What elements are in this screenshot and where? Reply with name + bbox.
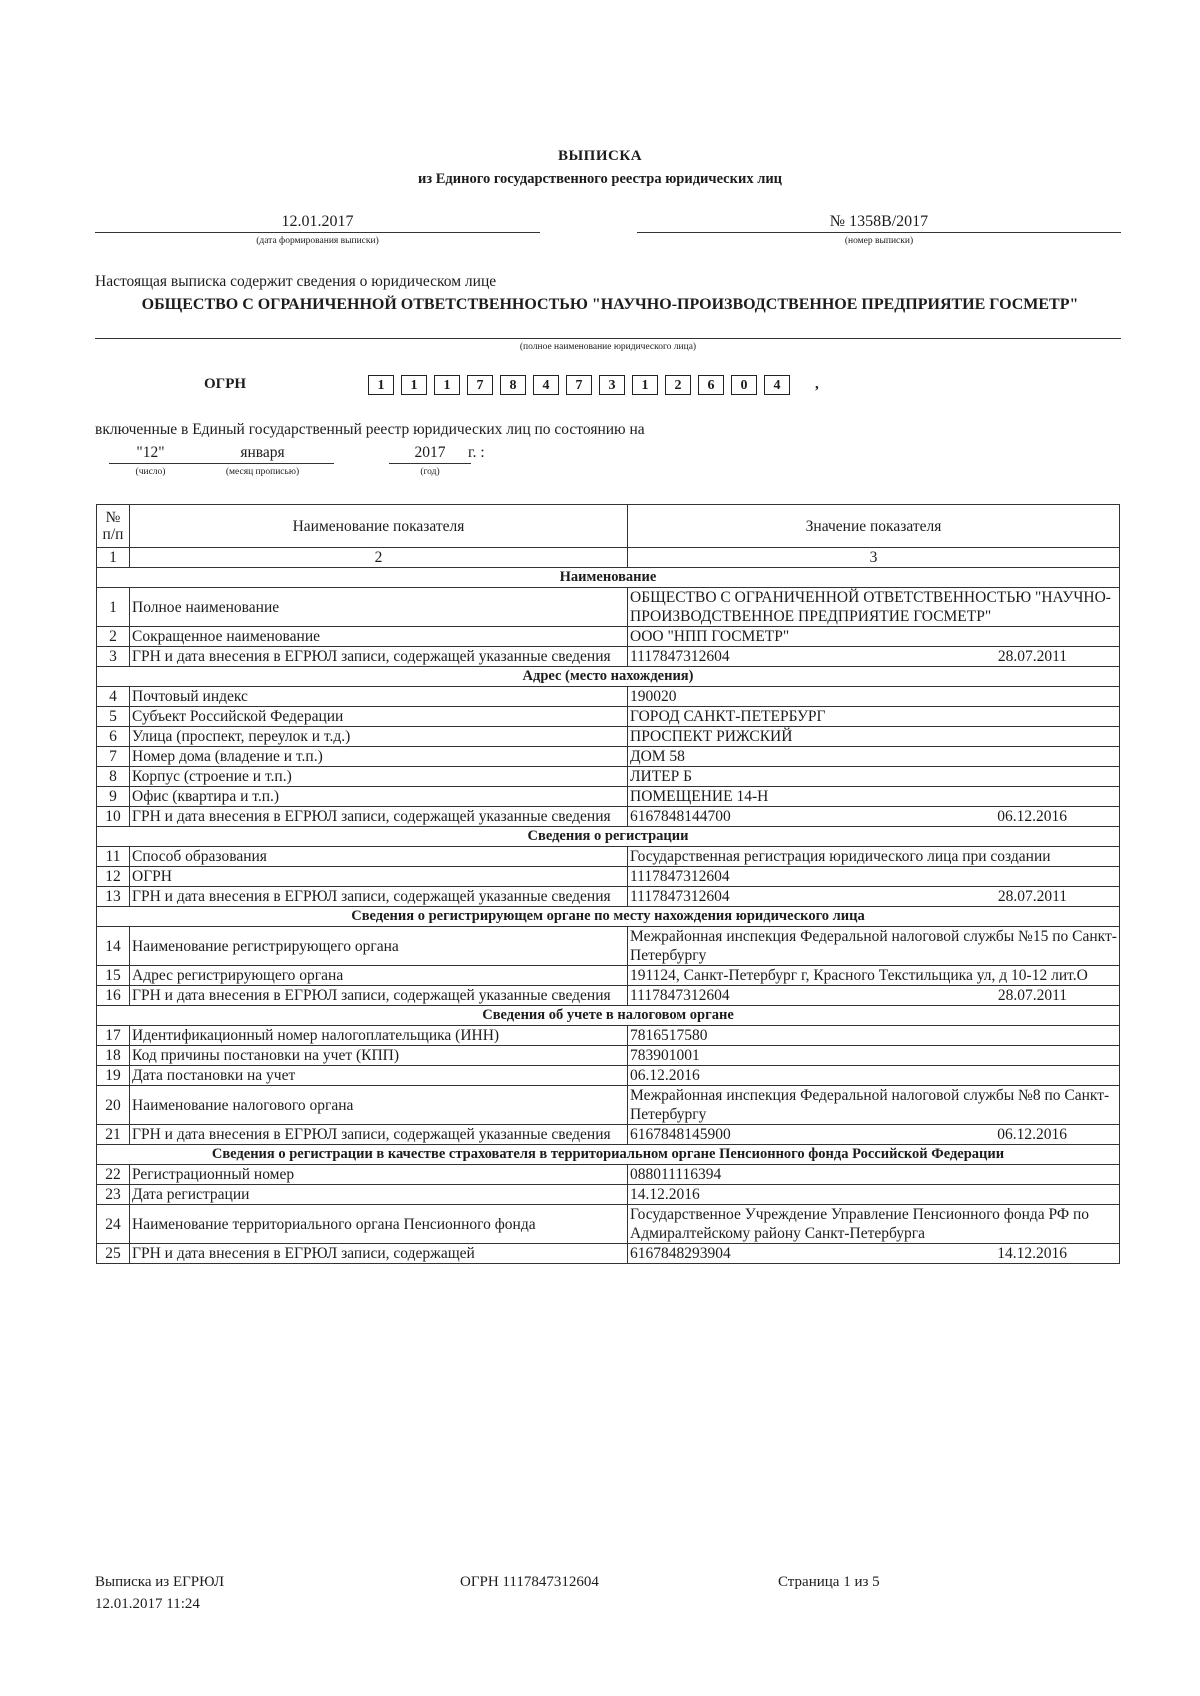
row-indicator-name: Офис (квартира и т.п.) — [130, 787, 628, 807]
row-indicator-name: Способ образования — [130, 847, 628, 867]
col-index-2: 2 — [130, 548, 628, 568]
entity-intro: Настоящая выписка содержит сведения о юридическом лице — [95, 273, 497, 290]
table-row — [97, 887, 1120, 907]
entity-name-caption: (полное наименование юридического лица) — [519, 342, 697, 352]
extract-date: 12.01.2017 — [281, 213, 354, 230]
row-number: 21 — [97, 1125, 130, 1145]
row-indicator-value: ПОМЕЩЕНИЕ 14-Н — [628, 787, 1120, 807]
row-indicator-value — [628, 807, 1120, 827]
ogrn-digit: 1 — [368, 375, 394, 395]
section-title: Сведения о регистрации в качестве страхователя в территориальном органе Пенсионного фонда Российской Федерации — [97, 1145, 1120, 1165]
month-underline — [191, 463, 334, 464]
row-number: 12 — [97, 867, 130, 887]
row-indicator-name: ГРН и дата внесения в ЕГРЮЛ записи, содержащей указанные сведения — [130, 1125, 628, 1145]
ogrn-digit: 0 — [731, 375, 757, 395]
table-row — [97, 1026, 1120, 1046]
row-indicator-value: 088011116394 — [628, 1165, 1120, 1185]
row-number: 16 — [97, 986, 130, 1006]
row-number: 20 — [97, 1086, 130, 1125]
grn-date: 06.12.2016 — [997, 808, 1067, 825]
row-indicator-value: ЛИТЕР Б — [628, 767, 1120, 787]
page-label: Страница — [778, 1574, 840, 1590]
ogrn-boxes — [368, 375, 797, 395]
row-indicator-name: Номер дома (владение и т.п.) — [130, 747, 628, 767]
ogrn-digit: 7 — [566, 375, 592, 395]
table-row — [97, 767, 1120, 787]
footer-ogrn: ОГРН 1117847312604 — [460, 1574, 599, 1590]
row-indicator-value: ПРОСПЕКТ РИЖСКИЙ — [628, 727, 1120, 747]
footer-page — [778, 1574, 880, 1591]
table-row — [97, 787, 1120, 807]
row-indicator-name: ГРН и дата внесения в ЕГРЮЛ записи, содержащей указанные сведения — [130, 887, 628, 907]
grn-number: 1117847312604 — [630, 888, 730, 905]
table-row — [97, 707, 1120, 727]
section-row — [97, 1145, 1120, 1165]
section-row — [97, 827, 1120, 847]
page-total: 5 — [872, 1574, 880, 1590]
table-index-row — [97, 548, 1120, 568]
row-indicator-value: 190020 — [628, 687, 1120, 707]
row-indicator-name: Регистрационный номер — [130, 1165, 628, 1185]
section-row — [97, 1006, 1120, 1026]
number-caption: (номер выписки) — [844, 236, 914, 246]
row-indicator-value: 06.12.2016 — [628, 1066, 1120, 1086]
table-row — [97, 847, 1120, 867]
row-number: 19 — [97, 1066, 130, 1086]
section-row — [97, 667, 1120, 687]
year-underline — [389, 463, 471, 464]
state-day: "12" — [136, 444, 165, 461]
section-title: Сведения о регистрирующем органе по месту нахождения юридического лица — [97, 907, 1120, 927]
row-number: 15 — [97, 966, 130, 986]
page-of: из — [854, 1574, 869, 1590]
row-indicator-name: Субъект Российской Федерации — [130, 707, 628, 727]
page-number: 1 — [843, 1574, 851, 1590]
row-indicator-value — [628, 647, 1120, 667]
table-header-row — [97, 505, 1120, 548]
row-indicator-value: 7816517580 — [628, 1026, 1120, 1046]
table-row — [97, 1086, 1120, 1125]
row-number: 4 — [97, 687, 130, 707]
table-row — [97, 687, 1120, 707]
document-title: ВЫПИСКА — [557, 148, 643, 164]
table-row — [97, 1066, 1120, 1086]
row-indicator-value: ГОРОД САНКТ-ПЕТЕРБУРГ — [628, 707, 1120, 727]
date-underline — [95, 232, 540, 233]
table-row — [97, 1125, 1120, 1145]
month-caption: (месяц прописью) — [225, 467, 300, 477]
row-indicator-value — [628, 887, 1120, 907]
grn-date: 28.07.2011 — [997, 987, 1067, 1004]
row-indicator-name: ГРН и дата внесения в ЕГРЮЛ записи, содержащей указанные сведения — [130, 647, 628, 667]
row-indicator-name: Дата постановки на учет — [130, 1066, 628, 1086]
row-indicator-value — [628, 1244, 1120, 1264]
row-number: 13 — [97, 887, 130, 907]
grn-date: 06.12.2016 — [997, 1126, 1067, 1143]
footer-left-line2: 12.01.2017 11:24 — [95, 1596, 200, 1612]
table-row — [97, 1244, 1120, 1264]
row-indicator-value: Межрайонная инспекция Федеральной налоговой службы №15 по Санкт-Петербургу — [628, 927, 1120, 966]
grn-date: 28.07.2011 — [997, 888, 1067, 905]
section-title: Наименование — [97, 568, 1120, 588]
row-indicator-value: 14.12.2016 — [628, 1185, 1120, 1205]
footer-left-line1: Выписка из ЕГРЮЛ — [95, 1574, 224, 1590]
ogrn-digit: 6 — [698, 375, 724, 395]
section-title: Сведения о регистрации — [97, 827, 1120, 847]
table-row — [97, 747, 1120, 767]
row-number: 18 — [97, 1046, 130, 1066]
grn-number: 1117847312604 — [630, 987, 730, 1004]
table-row — [97, 1165, 1120, 1185]
col-number-header: № п/п — [97, 505, 130, 548]
row-indicator-name: Полное наименование — [130, 588, 628, 627]
row-indicator-value: Государственное Учреждение Управление Пенсионного фонда РФ по Адмиралтейскому району Санкт-Петербурга — [628, 1205, 1120, 1244]
row-number: 24 — [97, 1205, 130, 1244]
ogrn-label: ОГРН — [204, 376, 247, 392]
ogrn-digit: 1 — [401, 375, 427, 395]
ogrn-digit: 8 — [500, 375, 526, 395]
row-indicator-name: ГРН и дата внесения в ЕГРЮЛ записи, содержащей указанные сведения — [130, 986, 628, 1006]
ogrn-digit: 7 — [467, 375, 493, 395]
grn-number: 6167848144700 — [630, 808, 731, 825]
table-row — [97, 1046, 1120, 1066]
row-number: 22 — [97, 1165, 130, 1185]
row-number: 10 — [97, 807, 130, 827]
row-indicator-name: Улица (проспект, переулок и т.д.) — [130, 727, 628, 747]
row-number: 23 — [97, 1185, 130, 1205]
ogrn-digit: 3 — [599, 375, 625, 395]
row-number: 5 — [97, 707, 130, 727]
table-row — [97, 1205, 1120, 1244]
entity-full-name: ОБЩЕСТВО С ОГРАНИЧЕННОЙ ОТВЕТСТВЕННОСТЬЮ "НАУЧНО-ПРОИЗВОДСТВЕННОЕ ПРЕДПРИЯТИЕ ГОСМЕТР" — [141, 296, 1079, 313]
state-g: г. : — [468, 444, 485, 461]
row-number: 11 — [97, 847, 130, 867]
section-title: Сведения об учете в налоговом органе — [97, 1006, 1120, 1026]
grn-date: 28.07.2011 — [997, 648, 1067, 665]
extract-number: № 1358В/2017 — [829, 213, 929, 230]
ogrn-digit: 4 — [533, 375, 559, 395]
table-row — [97, 986, 1120, 1006]
row-number: 7 — [97, 747, 130, 767]
row-indicator-name: Адрес регистрирующего органа — [130, 966, 628, 986]
row-indicator-value: 191124, Санкт-Петербург г, Красного Текстильщика ул, д 10-12 лит.О — [628, 966, 1120, 986]
row-number: 9 — [97, 787, 130, 807]
row-number: 3 — [97, 647, 130, 667]
day-underline — [109, 463, 192, 464]
table-row — [97, 927, 1120, 966]
table-row — [97, 1185, 1120, 1205]
row-indicator-value: Межрайонная инспекция Федеральной налоговой службы №8 по Санкт-Петербургу — [628, 1086, 1120, 1125]
row-indicator-name: Почтовый индекс — [130, 687, 628, 707]
row-number: 8 — [97, 767, 130, 787]
row-indicator-value: ООО "НПП ГОСМЕТР" — [628, 627, 1120, 647]
day-caption: (число) — [135, 467, 166, 477]
row-number: 25 — [97, 1244, 130, 1264]
section-row — [97, 907, 1120, 927]
row-indicator-name: Дата регистрации — [130, 1185, 628, 1205]
ogrn-digit: 1 — [434, 375, 460, 395]
state-month: января — [240, 444, 285, 461]
row-indicator-value: 783901001 — [628, 1046, 1120, 1066]
grn-number: 6167848145900 — [630, 1126, 731, 1143]
state-year: 2017 — [414, 444, 446, 461]
row-indicator-name: Идентификационный номер налогоплательщика (ИНН) — [130, 1026, 628, 1046]
year-caption: (год) — [420, 467, 440, 477]
table-row — [97, 588, 1120, 627]
row-number: 2 — [97, 627, 130, 647]
row-indicator-name: Код причины постановки на учет (КПП) — [130, 1046, 628, 1066]
table-row — [97, 867, 1120, 887]
grn-number: 6167848293904 — [630, 1245, 731, 1262]
row-indicator-value: ОБЩЕСТВО С ОГРАНИЧЕННОЙ ОТВЕТСТВЕННОСТЬЮ "НАУЧНО-ПРОИЗВОДСТВЕННОЕ ПРЕДПРИЯТИЕ ГОСМЕТР" — [628, 588, 1120, 627]
row-indicator-name: Наименование налогового органа — [130, 1086, 628, 1125]
row-indicator-name: ГРН и дата внесения в ЕГРЮЛ записи, содержащей — [130, 1244, 628, 1264]
col-index-1: 1 — [97, 548, 130, 568]
row-number: 14 — [97, 927, 130, 966]
entity-name-underline — [95, 338, 1121, 339]
row-number: 6 — [97, 727, 130, 747]
row-number: 1 — [97, 588, 130, 627]
section-row — [97, 568, 1120, 588]
table-row — [97, 807, 1120, 827]
ogrn-comma: , — [815, 376, 819, 392]
section-title: Адрес (место нахождения) — [97, 667, 1120, 687]
col-index-3: 3 — [628, 548, 1120, 568]
state-text: включенные в Единый государственный реестр юридических лиц по состоянию на — [95, 421, 645, 438]
table-row — [97, 727, 1120, 747]
row-indicator-value: Государственная регистрация юридического лица при создании — [628, 847, 1120, 867]
row-indicator-name: ОГРН — [130, 867, 628, 887]
row-indicator-name: Наименование регистрирующего органа — [130, 927, 628, 966]
extract-table — [96, 504, 1120, 1264]
row-indicator-value: 1117847312604 — [628, 867, 1120, 887]
ogrn-digit: 2 — [665, 375, 691, 395]
grn-date: 14.12.2016 — [997, 1245, 1067, 1262]
document-subtitle: из Единого государственного реестра юридических лиц — [417, 171, 783, 187]
date-caption: (дата формирования выписки) — [256, 236, 379, 246]
row-indicator-name: Корпус (строение и т.п.) — [130, 767, 628, 787]
ogrn-digit: 4 — [764, 375, 790, 395]
col-name-header: Наименование показателя — [130, 505, 628, 548]
row-indicator-value: ДОМ 58 — [628, 747, 1120, 767]
ogrn-digit: 1 — [632, 375, 658, 395]
row-indicator-name: Сокращенное наименование — [130, 627, 628, 647]
col-value-header: Значение показателя — [628, 505, 1120, 548]
grn-number: 1117847312604 — [630, 648, 730, 665]
row-indicator-value — [628, 1125, 1120, 1145]
table-row — [97, 627, 1120, 647]
table-row — [97, 647, 1120, 667]
table-row — [97, 966, 1120, 986]
row-indicator-name: ГРН и дата внесения в ЕГРЮЛ записи, содержащей указанные сведения — [130, 807, 628, 827]
row-indicator-name: Наименование территориального органа Пенсионного фонда — [130, 1205, 628, 1244]
number-underline — [637, 232, 1121, 233]
row-indicator-value — [628, 986, 1120, 1006]
row-number: 17 — [97, 1026, 130, 1046]
